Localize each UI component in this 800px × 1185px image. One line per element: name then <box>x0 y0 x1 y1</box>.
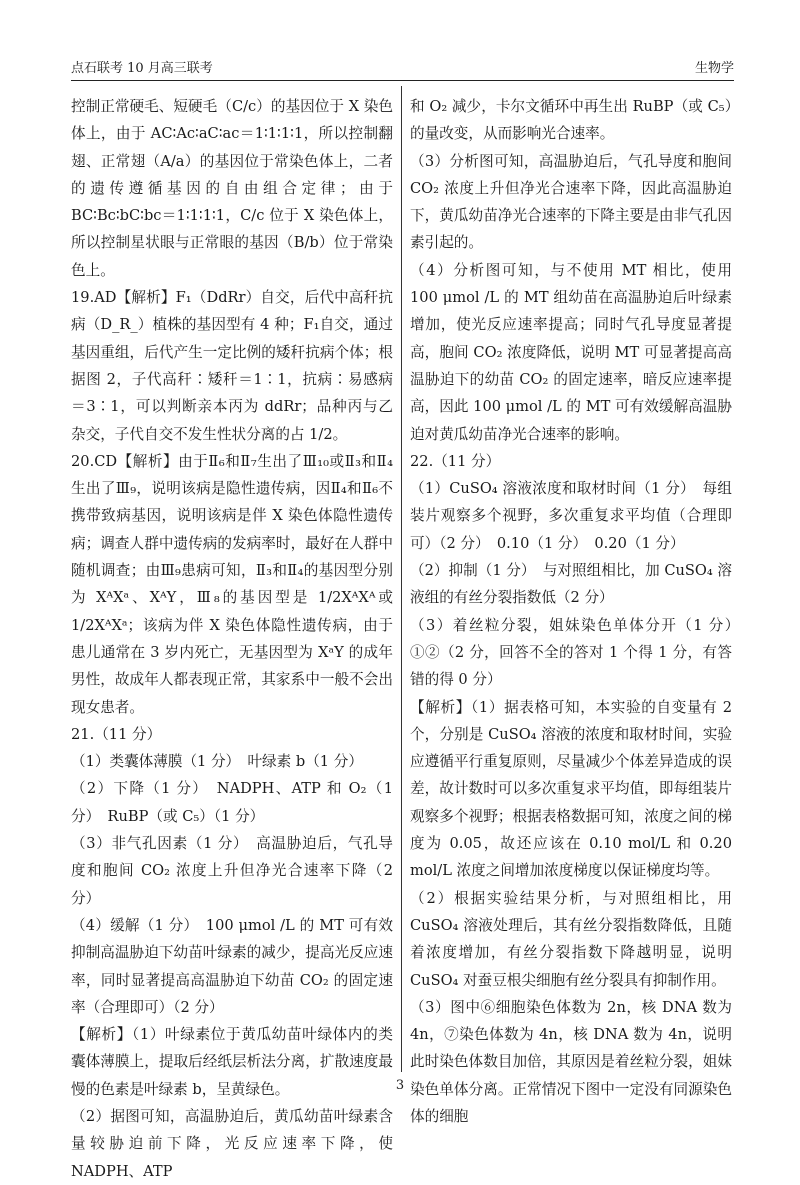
paragraph: （4）分析图可知，与不使用 MT 相比，使用 100 μmol /L 的 MT 组幼苗在高温胁迫后叶绿素增加，使光反应速率提高；同时气孔导度显著提高，胞间 CO₂ 浓度降低，说明 MT 可显著提高高温胁迫下的幼苗 CO₂ 的固定速率，暗反应速率提高，因此 100 μmol /L 的 MT 可有效缓解高温胁迫对黄瓜幼苗净光合速率的影响。 <box>410 261 732 443</box>
paragraph: （3）分析图可知，高温胁迫后，气孔导度和胞间 CO₂ 浓度上升但净光合速率下降，因此高温胁迫下，黄瓜幼苗净光合速率的下降主要是由非气孔因素引起的。 <box>410 152 732 252</box>
column-divider <box>401 86 402 1072</box>
paragraph: 21.（11 分） <box>71 725 162 743</box>
paragraph: 19.AD【解析】F₁（DdRr）自交，后代中高秆抗病（D_R_）植株的基因型有 4 种；F₁自交，通过基因重组，后代产生一定比例的矮秆抗病个体；根据图 2，子代高秆∶矮秆＝1∶1，抗病∶易感病＝3∶1，可以判断亲本丙为 ddRr；品种丙与乙杂交，子代自交不发生性状分离的占 1/2。 <box>71 289 393 443</box>
subject-name: 生物学 <box>694 61 734 76</box>
right-column <box>410 93 747 1130</box>
paragraph: 和 O₂ 减少，卡尔文循环中再生出 RuBP（或 C₅）的量改变，从而影响光合速率。 <box>410 98 732 143</box>
left-column <box>71 93 393 1185</box>
paragraph: （1）类囊体薄膜（1 分） 叶绿素 b（1 分） <box>71 753 363 771</box>
paragraph: 【解析】（1）叶绿素位于黄瓜幼苗叶绿体内的类囊体薄膜上，提取后经纸层析法分离，扩散速度最慢的色素是叶绿素 b，呈黄绿色。 <box>71 1026 393 1098</box>
paragraph: （2）抑制（1 分） 与对照组相比，加 CuSO₄ 溶液组的有丝分裂指数低（2 分） <box>410 562 732 607</box>
exam-title: 点石联考 10 月高三联考 <box>71 61 213 76</box>
paragraph: 控制正常硬毛、短硬毛（C/c）的基因位于 X 染色体上，由于 AC∶Ac∶aC∶ac＝1∶1∶1∶1，所以控制翻翅、正常翅（A/a）的基因位于常染色体上，二者的遗传遵循基因的自由组合定律；由于 BC∶Bc∶bC∶bc＝1∶1∶1∶1，C/c 位于 X 染色体上，所以控制星状眼与正常眼的基因（B/b）位于常染色上。 <box>71 98 393 279</box>
paragraph: （4）缓解（1 分） 100 μmol /L 的 MT 可有效抑制高温胁迫下幼苗叶绿素的减少，提高光反应速率，同时显著提高高温胁迫下幼苗 CO₂ 的固定速率（合理即可）（2 分） <box>71 916 393 1016</box>
paragraph: （3）非气孔因素（1 分） 高温胁迫后，气孔导度和胞间 CO₂ 浓度上升但净光合速率下降（2 分） <box>71 835 393 907</box>
paragraph: （3）图中⑥细胞染色体数为 2n，核 DNA 数为 4n，⑦染色体数为 4n，核 DNA 数为 4n，说明此时染色体数目加倍，其原因是着丝粒分裂，姐妹染色单体分离。正常情况下图中一定没有同源染色体的细胞 <box>410 998 732 1125</box>
paragraph: 22.（11 分） <box>410 452 501 470</box>
page-number: 3 <box>395 1078 405 1093</box>
paragraph: （1）CuSO₄ 溶液浓度和取材时间（1 分） 每组装片观察多个视野，多次重复求平均值（合理即可）（2 分） 0.10（1 分） 0.20（1 分） <box>410 480 732 552</box>
paragraph: 【解析】（1）据表格可知，本实验的自变量有 2 个，分别是 CuSO₄ 溶液的浓度和取材时间，实验应遵循平行重复原则，尽量减少个体差异造成的误差，故计数时可以多次重复求平均值，即每组装片观察多个视野；根据表格数据可知，浓度之间的梯度为 0.05，故还应该在 0.10 mol/L 和 0.20 mol/L 浓度之间增加浓度梯度以保证梯度均等。 <box>410 698 732 880</box>
paragraph: （3）着丝粒分裂，姐妹染色单体分开（1 分） ①②（2 分，回答不全的答对 1 个得 1 分，有答错的得 0 分） <box>410 616 747 689</box>
paragraph: 20.CD【解析】由于Ⅱ₆和Ⅱ₇生出了Ⅲ₁₀或Ⅱ₃和Ⅱ₄生出了Ⅲ₉，说明该病是隐性遗传病，因Ⅱ₄和Ⅱ₆不携带致病基因，说明该病是伴 X 染色体隐性遗传病；调查人群中遗传病的发病率时，最好在人群中随机调查；由Ⅲ₉患病可知，Ⅱ₃和Ⅱ₄的基因型分别为 XᴬXᵃ、XᴬY，Ⅲ₈的基因型是 1/2XᴬXᴬ或 1/2XᴬXᵃ；该病为伴 X 染色体隐性遗传病，由于患儿通常在 3 岁内死亡，无基因型为 XᵃY 的成年男性，故成年人都表现正常，其家系中一般不会出现女患者。 <box>71 452 393 716</box>
paragraph: （2）根据实验结果分析，与对照组相比，用 CuSO₄ 溶液处理后，其有丝分裂指数降低，且随着浓度增加，有丝分裂指数下降越明显，说明 CuSO₄ 对蚕豆根尖细胞有丝分裂具有抑制作用。 <box>410 889 732 989</box>
paragraph: （2）下降（1 分） NADPH、ATP 和 O₂（1 分） RuBP（或 C₅）（1 分） <box>71 780 393 825</box>
paragraph: （2）据图可知，高温胁迫后，黄瓜幼苗叶绿素含量较胁迫前下降，光反应速率下降，使 NADPH、ATP <box>71 1107 393 1180</box>
page-header <box>71 58 734 81</box>
